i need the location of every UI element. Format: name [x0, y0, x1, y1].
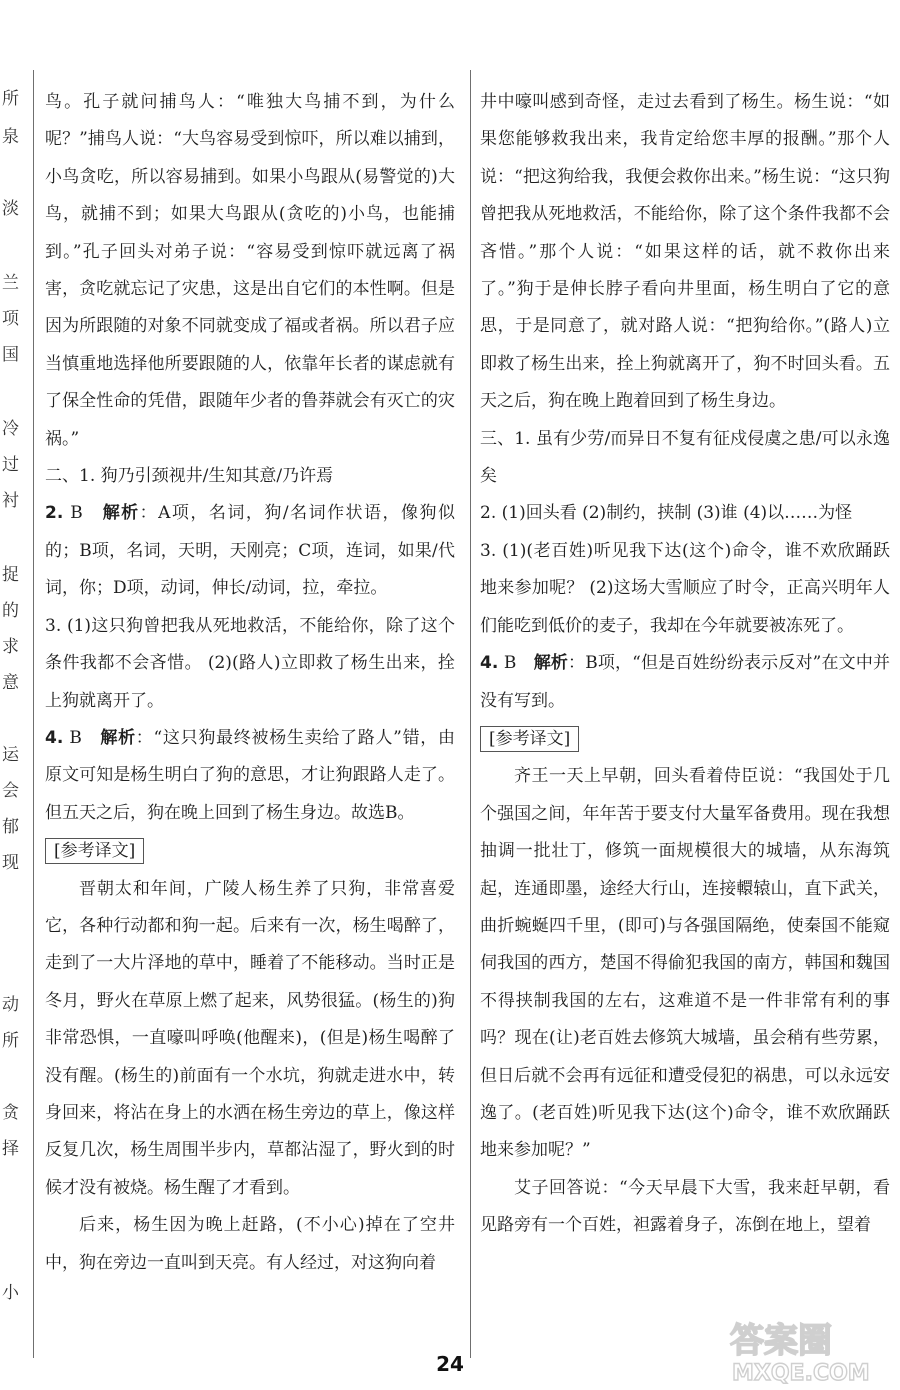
column-divider-left — [33, 70, 34, 1358]
edge-fragment: 小 — [2, 1283, 19, 1303]
reference-translation-heading — [45, 832, 455, 870]
edge-fragment: 动 — [2, 995, 19, 1015]
answer-number: 4. — [45, 727, 64, 748]
edge-fragment: 泉 — [2, 127, 19, 147]
edge-fragment: 冷 — [2, 419, 19, 439]
left-column — [45, 84, 455, 1282]
edge-fragment: 运 — [2, 745, 19, 765]
edge-fragment: 捉 — [2, 565, 19, 585]
column-divider-middle — [470, 70, 471, 1358]
analysis-label: 解析 — [102, 503, 140, 524]
answer-item — [45, 720, 455, 832]
answer-choice: B — [69, 727, 82, 748]
edge-fragment: 项 — [2, 309, 19, 329]
answer-number: 4. — [480, 653, 499, 674]
right-column — [480, 84, 890, 1245]
text-paragraph: 3. (1)这只狗曾把我从死地救活，不能给你，除了这个条件我都不会吝惜。 (2)(路人)立即救了杨生出来，拴上狗就离开了。 — [45, 615, 455, 711]
edge-fragment: 兰 — [2, 273, 19, 293]
translation-paragraph: 晋朝太和年间，广陵人杨生养了只狗，非常喜爱它，各种行动都和狗一起。后来有一次，杨生喝醉了，走到了一大片泽地的草中，睡着了不能移动。当时正是冬月，野火在草原上燃了起来，风势很猛。(杨生的)狗非常恐惧，一直嚎叫呼唤(他醒来)，(但是)杨生喝醉了没有醒。(杨生的)前面有一个水坑，狗就走进水中，转身回来，将沾在身上的水洒在杨生旁边的草上，像这样反复几次，杨生周围半步内，草都沾湿了，野火到的时候才没有被烧。杨生醒了才看到。 — [45, 878, 455, 1198]
watermark-text: 答案圈 — [730, 1321, 832, 1361]
analysis-label: 解析 — [533, 653, 569, 674]
translation-paragraph: 齐王一天上早朝，回头看着侍臣说：“我国处于几个强国之间，年年苦于要支付大量军备费用。现在我想抽调一批壮丁，修筑一面规模很大的城墙，从东海筑起，连通即墨，途经大行山，连接轘辕山，直下武关，曲折蜿蜒四千里，(即可)与各强国隔绝，使秦国不能窥伺我国的西方，楚国不得偷犯我国的南方，韩国和魏国不得挟制我国的左右，这难道不是一件非常有利的事吗？现在(让)老百姓去修筑大城墙，虽会稍有些劳累，但日后就不会再有远征和遭受侵犯的祸患，可以永远安逸了。(老百姓)听见我下达(这个)命令，谁不欢欣踊跃地来参加呢？” — [480, 766, 890, 1161]
edge-fragment: 所 — [2, 1031, 19, 1051]
analysis-text: ：“这只狗最终被杨生卖给了路人”错，由原文可知是杨生明白了狗的意思，才让狗跟路人走了。但五天之后，狗在晚上回到了杨生身边。故选B。 — [45, 727, 456, 823]
text-paragraph: 2. (1)回头看 (2)制约，挟制 (3)谁 (4)以……为怪 — [480, 503, 853, 524]
answer-number: 2. — [45, 503, 64, 524]
edge-fragment: 过 — [2, 455, 19, 475]
edge-fragment: 贪 — [2, 1103, 19, 1123]
edge-fragment: 郁 — [2, 817, 19, 837]
edge-fragment: 国 — [2, 345, 19, 365]
reference-translation-label: [参考译文] — [480, 726, 579, 752]
text-paragraph: 三、1. 虽有少劳/而异日不复有征戍侵虞之患/可以永逸矣 — [480, 428, 890, 487]
edge-fragment: 现 — [2, 853, 19, 873]
page-number: 24 — [436, 1352, 464, 1376]
analysis-label: 解析 — [100, 727, 136, 748]
edge-fragment: 淡 — [2, 199, 19, 219]
edge-fragment: 会 — [2, 781, 19, 801]
watermark-logo — [724, 1312, 894, 1386]
edge-fragment: 的 — [2, 601, 19, 621]
answer-item — [480, 645, 890, 720]
answer-choice: B — [503, 653, 517, 674]
reference-translation-heading — [480, 720, 890, 758]
text-paragraph: 井中嚎叫感到奇怪，走过去看到了杨生。杨生说：“如果您能够救我出来，我肯定给您丰厚的报酬。”那个人说：“把这狗给我，我便会救你出来。”杨生说：“这只狗曾把我从死地救活，不能给你，除了这个条件我都不会吝惜。”那个人说：“如果这样的话，就不救你出来了。”狗于是伸长脖子看向井里面，杨生明白了它的意思，于是同意了，就对路人说：“把狗给你。”(路人)立即救了杨生出来，拴上狗就离开了，狗不时回头看。五天之后，狗在晚上跑着回到了杨生身边。 — [480, 92, 890, 412]
translation-paragraph: 艾子回答说：“今天早晨下大雪，我来赶早朝，看见路旁有一个百姓，袒露着身子，冻倒在地上，望着 — [480, 1177, 890, 1236]
analysis-text: ：A项，名词，狗/名词作状语，像狗似的；B项，名词，天明，天刚亮；C项，连词，如果/代词，你；D项，动词，伸长/动词，拉，牵拉。 — [45, 503, 456, 599]
edge-fragment: 所 — [2, 89, 19, 109]
edge-fragment: 择 — [2, 1139, 19, 1159]
edge-fragment: 衬 — [2, 491, 19, 511]
previous-page-edge — [0, 70, 22, 1350]
analysis-text: ：B项，“但是百姓纷纷表示反对”在文中并没有写到。 — [480, 653, 891, 711]
reference-translation-label: [参考译文] — [45, 838, 144, 864]
answer-item — [45, 495, 455, 607]
edge-fragment: 求 — [2, 637, 19, 657]
edge-fragment: 意 — [2, 673, 19, 693]
text-paragraph: 鸟。孔子就问捕鸟人：“唯独大鸟捕不到，为什么呢？”捕鸟人说：“大鸟容易受到惊吓，所以难以捕到，小鸟贪吃，所以容易捕到。如果小鸟跟从(易警觉的)大鸟，就捕不到；如果大鸟跟从(贪吃的)小鸟，也能捕到。”孔子回头对弟子说：“容易受到惊吓就远离了祸害，贪吃就忘记了灾患，这是出自它们的本性啊。但是因为所跟随的对象不同就变成了福或者祸。所以君子应当慎重地选择他所要跟随的人，依靠年长者的谋虑就有了保全性命的凭借，跟随年少者的鲁莽就会有灭亡的灾祸。” — [45, 92, 455, 449]
text-paragraph: 3. (1)(老百姓)听见我下达(这个)命令，谁不欢欣踊跃地来参加呢？ (2)这场大雪顺应了时令，正高兴明年人们能吃到低价的麦子，我却在今年就要被冻死了。 — [480, 540, 890, 636]
watermark-domain: MXQE.COM — [732, 1361, 870, 1386]
translation-paragraph: 后来，杨生因为晚上赶路，(不小心)掉在了空井中，狗在旁边一直叫到天亮。有人经过，对这狗向着 — [45, 1215, 455, 1273]
answer-choice: B — [70, 503, 83, 524]
text-paragraph: 二、1. 狗乃引颈视井/生知其意/乃许焉 — [45, 466, 334, 487]
